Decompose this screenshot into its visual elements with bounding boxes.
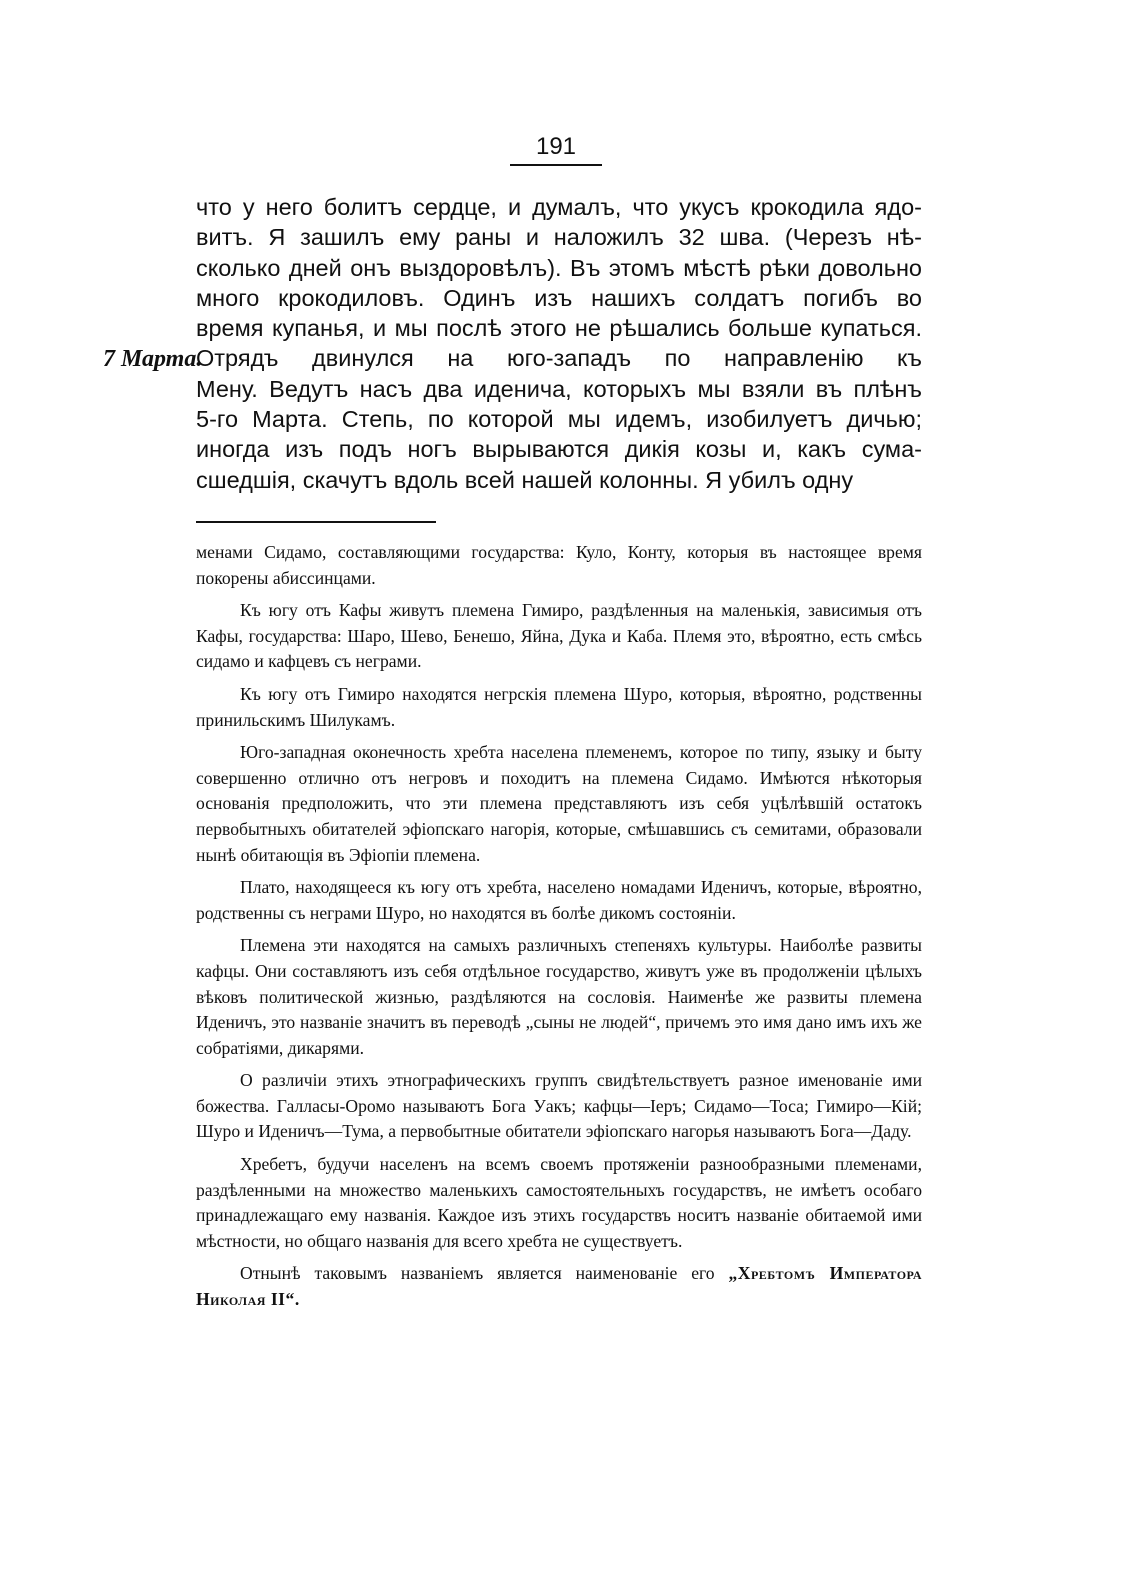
footnotes — [196, 540, 922, 1320]
footnote-paragraph: Къ югу отъ Кафы живутъ племена Гимиро, раздѣленныя на маленькія, зависимыя отъ Кафы, государства: Шаро, Шево, Бенешо, Яйна, Дука и Каба. Племя это, вѣроятно, есть смѣсь сидамо и кафцевъ съ неграми. — [196, 600, 922, 672]
ridge-name: „Хребтомъ Императора Николая II“. — [196, 1263, 922, 1310]
main-text-line: иногда изъ подъ ногъ вырываются дикія козы и, какъ сума- — [196, 436, 922, 463]
main-text-line: много крокодиловъ. Одинъ изъ нашихъ солдатъ погибъ во — [196, 284, 922, 311]
main-text-line: что у него болитъ сердце, и думалъ, что укусъ крокодила ядо- — [196, 194, 922, 220]
footnote-paragraph: менами Сидамо, составляющими государства: Куло, Конту, которыя въ настоящее время покорены абиссинцами. — [196, 542, 922, 588]
footnote-paragraph: Племена эти находятся на самыхъ различныхъ степеняхъ культуры. Наиболѣе развиты кафцы. Они составляютъ изъ себя отдѣльное государство, живутъ уже въ продолженіи цѣлыхъ вѣковъ политической жизнью, раздѣляются на сословія. Наименѣе же развиты племена Иденичъ, это названіе значитъ въ переводѣ „сыны не людей“, причемъ это имя дано имъ ихъ же собратіями, дикарями. — [196, 935, 922, 1058]
footnote-final-paragraph — [196, 1261, 922, 1312]
main-text-line: витъ. Я зашилъ ему раны и наложилъ 32 шва. (Черезъ нѣ- — [196, 224, 922, 251]
date-label: 7 Марта. — [103, 346, 203, 372]
footnote-divider — [196, 521, 436, 523]
page-number: 191 — [510, 130, 602, 166]
footnote-paragraph: Юго-западная оконечность хребта населена племенемъ, которое по типу, языку и быту совершенно отлично отъ негровъ и походитъ на племена Сидамо. Имѣются нѣкоторыя основанія предположить, что эти племена представляютъ изъ себя уцѣлѣвшій остатокъ первобытныхъ обитателей эфіопскаго нагорія, которые, смѣшавшись съ семитами, образовали нынѣ обитающія въ Эфіопіи племена. — [196, 742, 922, 865]
footnote-final-lead: Отнынѣ таковымъ названіемъ является наименованіе его — [240, 1263, 729, 1284]
main-text-line: время купанья, и мы послѣ этого не рѣшались больше купаться. — [196, 315, 922, 342]
footnote-paragraph: Плато, находящееся къ югу отъ хребта, населено номадами Иденичъ, которые, вѣроятно, родственны съ неграми Шуро, но находятся въ болѣе дикомъ состояніи. — [196, 877, 922, 923]
main-text-line: сшедшія, скачутъ вдоль всей нашей колонны. Я убилъ одну — [196, 466, 854, 493]
footnote-paragraph: Хребетъ, будучи населенъ на всемъ своемъ протяженіи разнообразными племенами, раздѣленными на множество маленькихъ самостоятельныхъ государствъ, не имѣетъ особаго принадлежащаго ему названія. Каждое изъ этихъ государствъ носитъ названіе обитаемой ими мѣстности, но общаго названія для всего хребта не существуетъ. — [196, 1154, 922, 1251]
footnote-paragraph: Къ югу отъ Гимиро находятся негрскія племена Шуро, которыя, вѣроятно, родственны принильскимъ Шилукамъ. — [196, 683, 922, 730]
footnote-paragraph: О различіи этихъ этнографическихъ группъ свидѣтельствуетъ разное именованіе ими божества. Галласы-Оромо называютъ Бога Уакъ; кафцы—Іеръ; Сидамо—Тоса; Гимиро—Кій; Шуро и Иденичъ—Тума, а первобытные обитатели эфіопскаго нагорья называютъ Бога—Даду. — [196, 1070, 922, 1142]
main-text-line: сколько дней онъ выздоровѣлъ). Въ этомъ мѣстѣ рѣки довольно — [196, 254, 922, 281]
main-text-line: 5-го Марта. Степь, по которой мы идемъ, изобилуетъ дичью; — [196, 406, 922, 433]
main-text — [196, 192, 922, 495]
main-text-line: Отрядъ двинулся на юго-западъ по направленію къ — [196, 345, 922, 372]
main-text-line: Мену. Ведутъ насъ два иденича, которыхъ мы взяли въ плѣнъ — [196, 375, 922, 402]
